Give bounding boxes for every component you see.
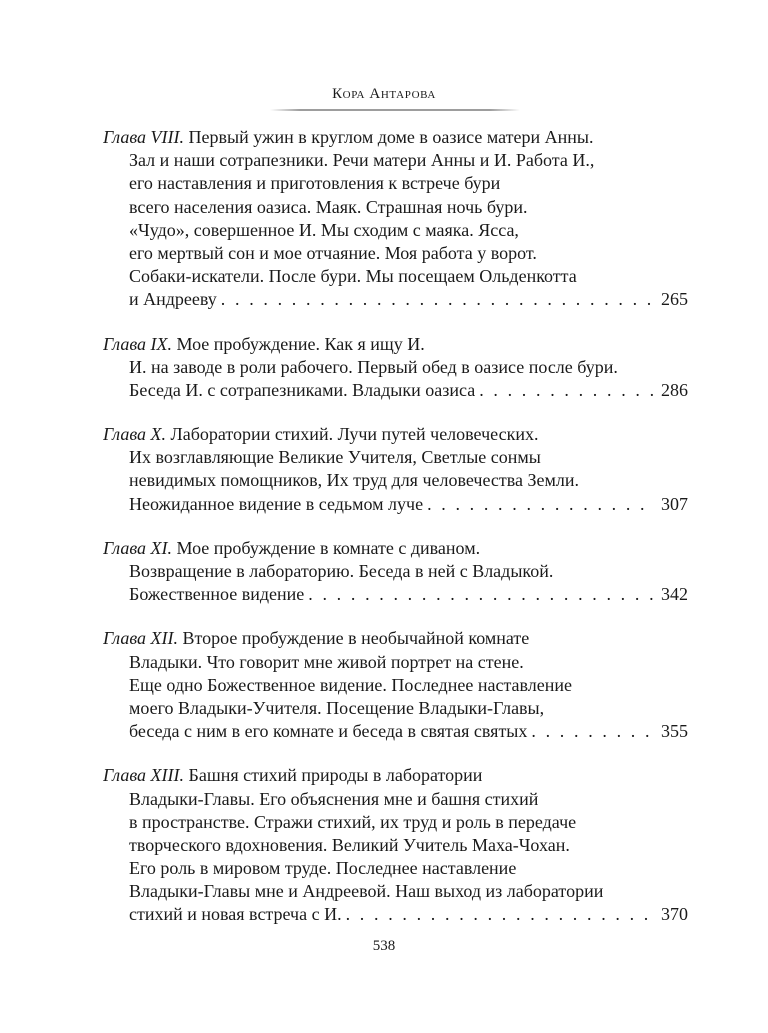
toc-entry-line: Его роль в мировом труде. Последнее наставление	[129, 858, 517, 879]
toc-entry-last-text: Божественное видение	[129, 584, 305, 605]
toc-entry-last-line	[103, 583, 688, 606]
toc-page-number: 342	[661, 584, 688, 605]
toc-entry-line: его мертвый сон и мое отчаяние. Моя работа у ворот.	[129, 242, 537, 263]
toc-page-number: 265	[661, 289, 688, 310]
chapter-title-text: Первый ужин в круглом доме в оазисе матери Анны.	[188, 127, 594, 147]
toc-entry-line: Владыки-Главы. Его объяснения мне и башня стихий	[129, 788, 539, 809]
dot-leader	[531, 720, 655, 743]
toc-entry-line: И. на заводе в роли рабочего. Первый обед в оазисе после бури.	[129, 356, 618, 377]
toc-entry-line: в пространстве. Стражи стихий, их труд и роль в передаче	[129, 811, 577, 832]
dot-leader	[427, 493, 655, 516]
chapter-label: Глава XI.	[103, 537, 173, 558]
toc-page-number: 307	[661, 493, 688, 514]
toc-entry	[103, 333, 688, 403]
chapter-label: Глава XII.	[103, 628, 179, 649]
toc-entry	[103, 764, 688, 926]
toc-entry	[103, 537, 688, 607]
toc-entry-first-line	[103, 423, 688, 446]
running-head-rule	[270, 109, 520, 111]
dot-leader	[221, 288, 655, 311]
toc-entry-line: Владыки-Главы мне и Андреевой. Наш выход из лаборатории	[129, 881, 604, 902]
toc-entry-line: Собаки-искатели. После бури. Мы посещаем Ольденкотта	[129, 266, 577, 287]
toc-entry-line: Владыки. Что говорит мне живой портрет на стене.	[129, 651, 524, 672]
toc-entry-line: всего населения оазиса. Маяк. Страшная ночь бури.	[129, 196, 528, 217]
toc-entry-line: невидимых помощников, Их труд для человечества Земли.	[129, 470, 580, 491]
page-number: 538	[372, 938, 396, 954]
toc-entry-last-line	[103, 720, 688, 743]
table-of-contents	[103, 126, 688, 948]
toc-entry-last-line	[103, 493, 688, 516]
toc-entry-line: Зал и наши сотрапезники. Речи матери Анны и И. Работа И.,	[129, 150, 595, 171]
toc-entry	[103, 126, 688, 312]
toc-entry-first-line	[103, 764, 688, 787]
chapter-label: Глава VIII.	[103, 127, 185, 147]
toc-entry-line: Еще одно Божественное видение. Последнее наставление	[129, 674, 573, 695]
chapter-title-text: Лаборатории стихий. Лучи путей человеческих.	[170, 424, 539, 445]
chapter-title-text: Мое пробуждение в комнате с диваном.	[176, 537, 481, 558]
chapter-title-text: Башня стихий природы в лаборатории	[188, 765, 483, 786]
toc-entry-last-line	[103, 288, 688, 311]
chapter-label: Глава XIII.	[103, 765, 185, 786]
dot-leader	[479, 379, 655, 402]
toc-entry-line: Возвращение в лабораторию. Беседа в ней с Владыкой.	[129, 561, 554, 581]
toc-page-number: 370	[661, 904, 688, 925]
toc-entry	[103, 627, 688, 743]
chapter-title-text: Мое пробуждение. Как я ищу И.	[176, 333, 425, 354]
chapter-label: Глава IX.	[103, 333, 173, 354]
toc-entry-last-text: стихий и новая встреча с И.	[129, 904, 342, 925]
toc-entry-last-line	[103, 903, 688, 926]
toc-page-number: 286	[661, 379, 688, 400]
chapter-label: Глава X.	[103, 424, 167, 445]
toc-entry-last-text: Беседа И. с сотрапезниками. Владыки оазиса	[129, 379, 476, 400]
toc-entry-last-text: Неожиданное видение в седьмом луче	[129, 493, 424, 514]
toc-entry-line: «Чудо», совершенное И. Мы сходим с маяка. Ясса,	[129, 219, 519, 240]
toc-entry-line: его наставления и приготовления к встрече бури	[129, 173, 501, 194]
toc-entry-line: творческого вдохновения. Великий Учитель Маха-Чохан.	[129, 834, 570, 855]
toc-entry	[103, 423, 688, 516]
toc-entry-first-line	[103, 537, 688, 560]
toc-entry-first-line	[103, 126, 688, 149]
toc-entry-line: моего Владыки-Учителя. Посещение Владыки-Главы,	[129, 697, 545, 718]
chapter-title-text: Второе пробуждение в необычайной комнате	[182, 628, 530, 649]
toc-entry-last-text: беседа с ним в его комнате и беседа в святая святых	[129, 721, 528, 742]
toc-entry-line: Их возглавляющие Великие Учителя, Светлые сонмы	[129, 447, 541, 468]
running-head: Кора Антарова	[332, 86, 436, 102]
toc-page-number: 355	[661, 721, 688, 742]
dot-leader	[308, 583, 655, 606]
toc-entry-first-line	[103, 333, 688, 356]
toc-entry-first-line	[103, 627, 688, 650]
dot-leader	[346, 903, 655, 926]
toc-entry-last-text: и Андрееву	[129, 289, 217, 310]
toc-entry-last-line	[103, 379, 688, 402]
